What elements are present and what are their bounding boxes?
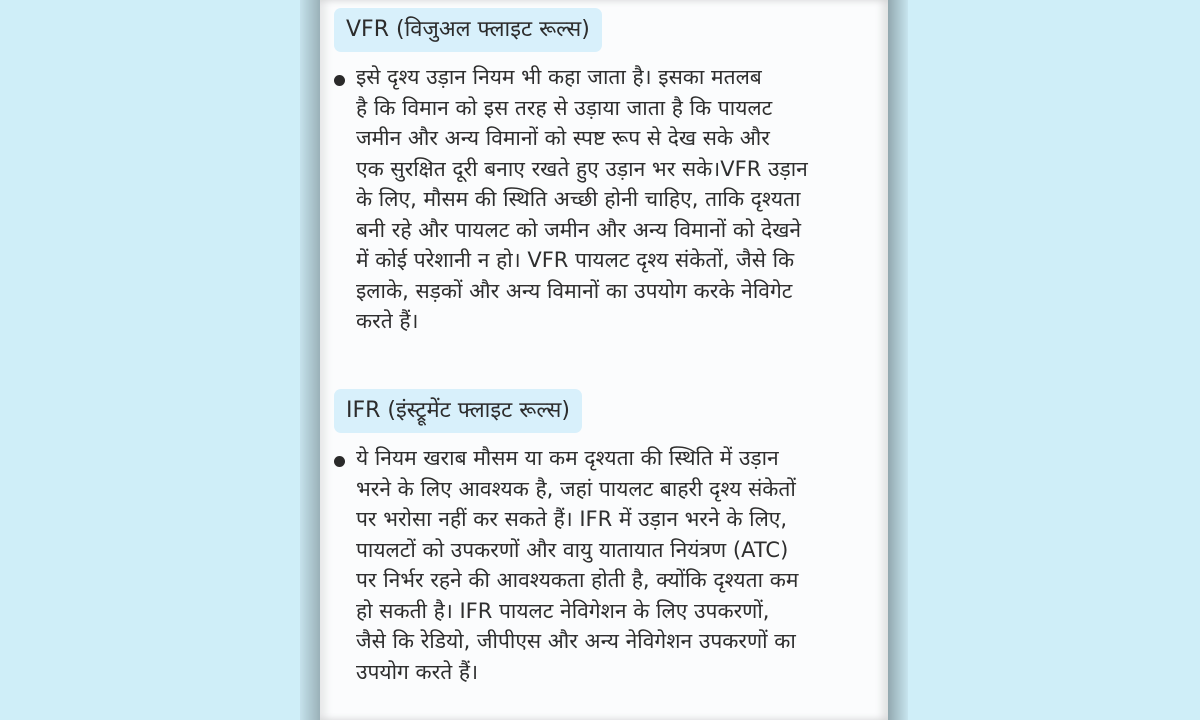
text-line: इसे दृश्य उड़ान नियम भी कहा जाता है। इसका मतलब [356,65,762,89]
bullet-dot-icon [334,75,345,86]
ifr-bullet-text [356,443,868,687]
text-line: में कोई परेशानी न हो। VFR पायलट दृश्य संकेतों, जैसे कि [356,248,795,272]
text-line: के लिए, मौसम की स्थिति अच्छी होनी चाहिए, ताकि दृश्यता [356,187,801,211]
page-right-shadow [886,0,908,720]
document-page [320,0,888,720]
text-line: पर निर्भर रहने की आवश्यकता होती है, क्योंकि दृश्यता कम [356,568,799,592]
text-line: करते हैं। [356,309,419,333]
vfr-heading: VFR (विजुअल फ्लाइट रूल्स) [334,8,602,52]
text-line: बनी रहे और पायलट को जमीन और अन्य विमानों को देखने [356,217,802,242]
text-line: पायलटों को उपकरणों और वायु यातायात नियंत्रण (ATC) [356,537,789,562]
text-line: हो सकती है। IFR पायलट नेविगेशन के लिए उपकरणों, [356,598,770,623]
page-left-shadow [300,0,322,720]
text-line: एक सुरक्षित दूरी बनाए रखते हुए उड़ान भर सके।VFR उड़ान [356,156,808,181]
text-line: भरने के लिए आवश्यक है, जहां पायलट बाहरी दृश्य संकेतों [356,476,796,501]
text-line: इलाके, सड़कों और अन्य विमानों का उपयोग करके नेविगेट [356,278,793,303]
text-line: ये नियम खराब मौसम या कम दृश्यता की स्थिति में उड़ान [356,446,779,470]
text-line: जैसे कि रेडियो, जीपीएस और अन्य नेविगेशन उपकरणों का [356,629,796,653]
bullet-dot-icon [334,456,345,467]
text-line: उपयोग करते हैं। [356,659,479,684]
ifr-heading: IFR (इंस्ट्रूमेंट फ्लाइट रूल्स) [334,389,582,433]
text-line: जमीन और अन्य विमानों को स्पष्ट रूप से देख सके और [356,126,770,150]
vfr-bullet-text [356,62,868,337]
text-line: पर भरोसा नहीं कर सकते हैं। IFR में उड़ान भरने के लिए, [356,507,788,531]
text-line: है कि विमान को इस तरह से उड़ाया जाता है कि पायलट [356,95,773,120]
